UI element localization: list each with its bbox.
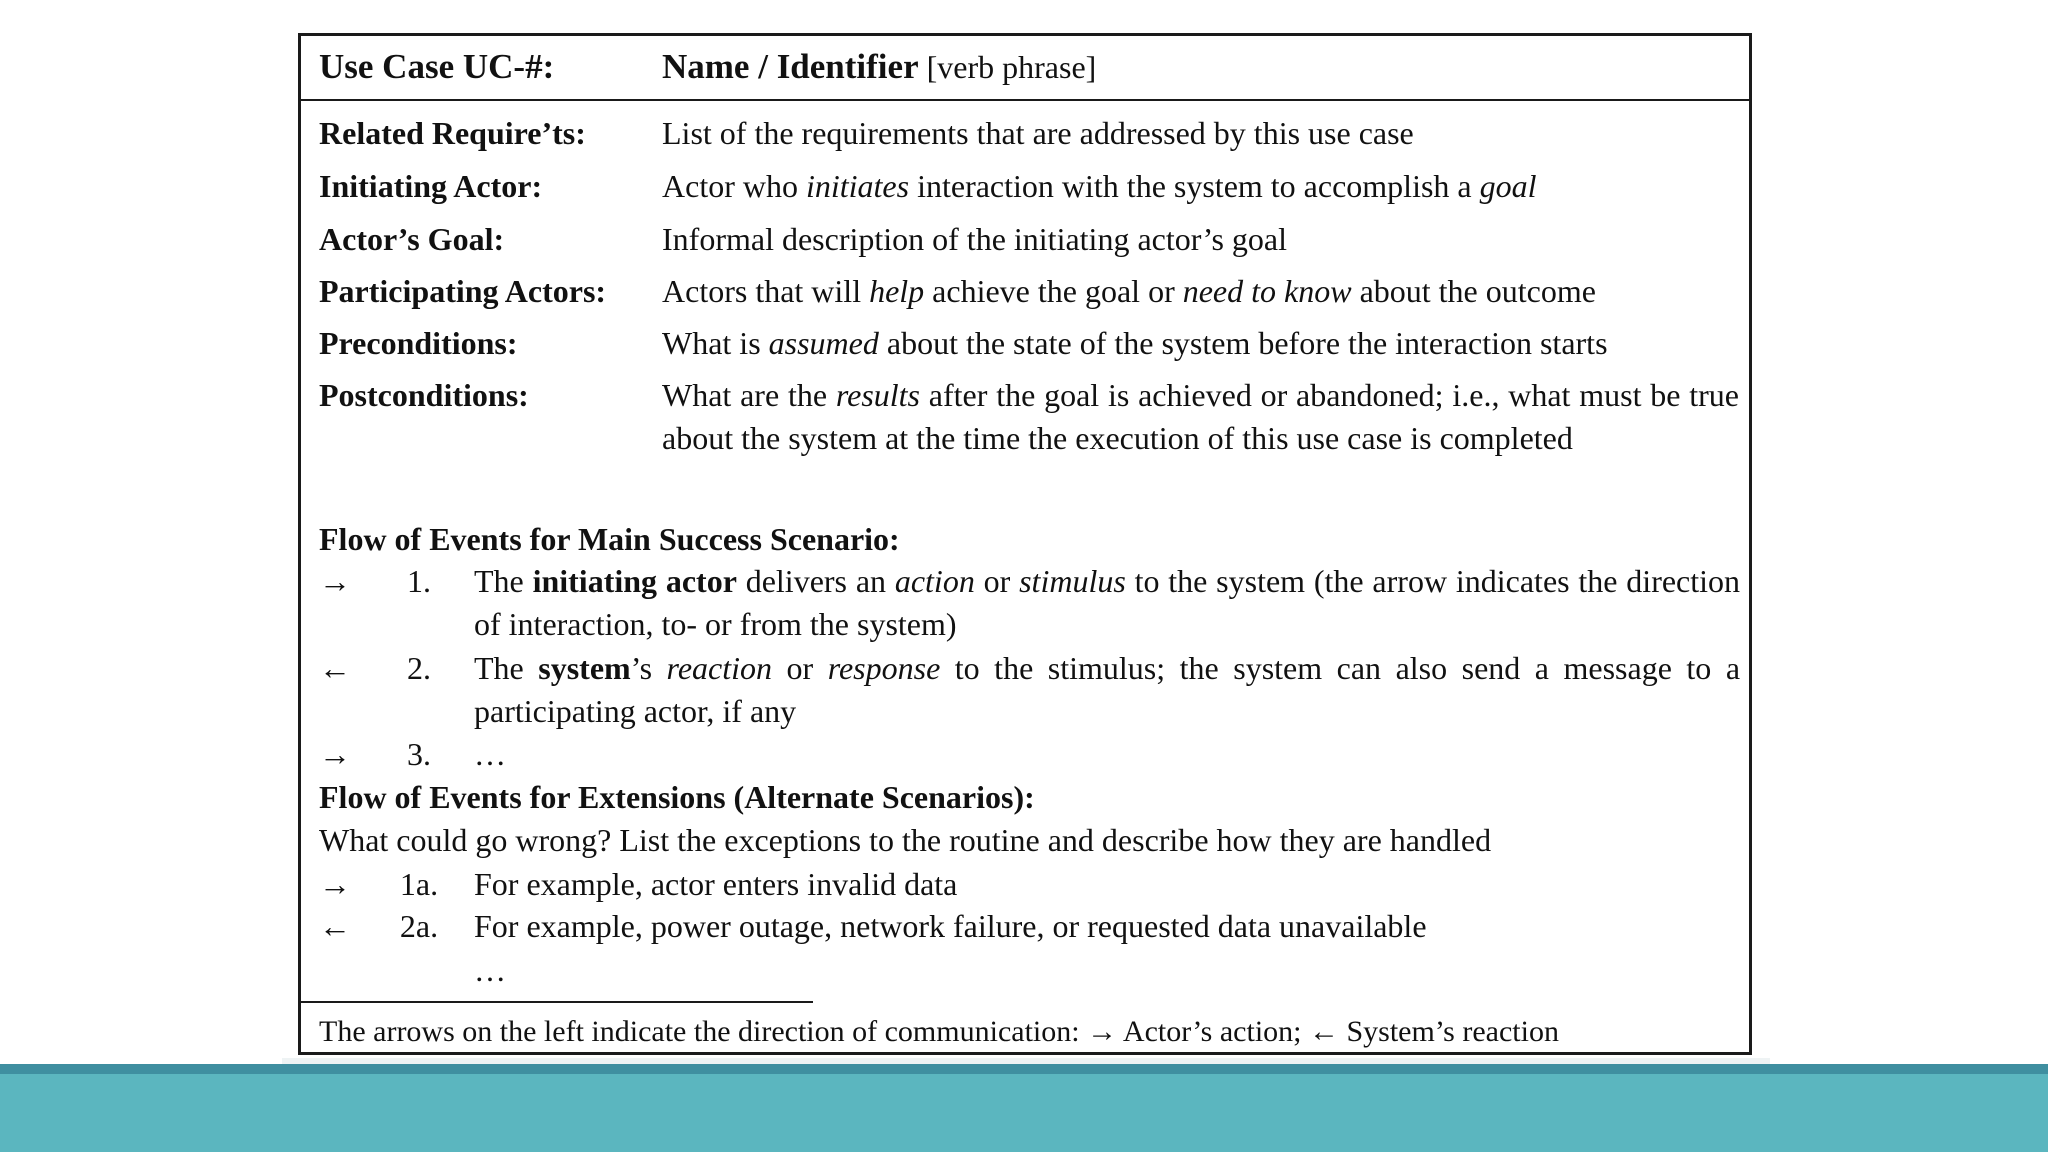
field-label: Participating Actors: — [319, 273, 607, 309]
field-label: Initiating Actor: — [319, 168, 543, 204]
step-number: 1a. — [399, 866, 439, 902]
field-value: Actors that will help achieve the goal or need to know about the outcome — [662, 273, 1596, 309]
field-label: Preconditions: — [319, 325, 518, 361]
step-number: 3. — [407, 736, 431, 772]
header-name: Name / Identifier — [662, 47, 919, 86]
footnote-rule — [301, 1001, 813, 1003]
step-text: For example, power outage, network failure, or requested data unavailable — [474, 908, 1427, 944]
main-flow-title: Flow of Events for Main Success Scenario: — [319, 521, 900, 557]
field-label: Related Require’ts: — [319, 115, 586, 151]
step-text: The system’s reaction or response to the stimulus; the system can also send a message to a participating actor, if any — [474, 650, 1741, 729]
field-value: Actor who initiates interaction with the system to accomplish a goal — [662, 168, 1537, 204]
arrow-right-icon: → — [319, 736, 351, 772]
header-label: Use Case UC-#: — [319, 47, 555, 86]
header-hint: [verb phrase] — [926, 49, 1097, 85]
field-value: Informal description of the initiating actor’s goal — [662, 221, 1288, 257]
step-number: 1. — [407, 563, 431, 599]
arrow-right-icon: → — [319, 866, 351, 902]
field-value: What is assumed about the state of the system before the interaction starts — [662, 325, 1608, 361]
header-value — [662, 45, 1096, 89]
step-number: 2a. — [399, 908, 439, 944]
step-number: 2. — [407, 650, 431, 686]
arrow-right-icon: → — [319, 563, 351, 599]
field-label: Postconditions: — [319, 377, 529, 413]
footer-band — [0, 1074, 2048, 1152]
field-label: Actor’s Goal: — [319, 221, 505, 257]
arrow-left-icon: ← — [319, 908, 351, 944]
step-text: … — [474, 736, 506, 772]
footnote: The arrows on the left indicate the direction of communication: → Actor’s action; ← System’s reaction — [319, 1015, 1559, 1048]
extensions-intro: What could go wrong? List the exceptions to the routine and describe how they are handled — [319, 822, 1492, 858]
arrow-left-icon: ← — [319, 650, 351, 686]
extensions-title: Flow of Events for Extensions (Alternate Scenarios): — [319, 779, 1035, 815]
footer-band-line — [0, 1064, 2048, 1074]
step-text: … — [474, 952, 506, 988]
step-text: For example, actor enters invalid data — [474, 866, 958, 902]
header-rule — [301, 99, 1749, 101]
use-case-template — [298, 33, 1752, 1055]
field-value: What are the results after the goal is achieved or abandoned; i.e., what must be true about the system at the time the execution of this use case is completed — [662, 377, 1740, 456]
step-text: The initiating actor delivers an action or stimulus to the system (the arrow indicates the direction of interaction, to- or from the system) — [474, 563, 1741, 642]
field-value: List of the requirements that are addressed by this use case — [662, 115, 1414, 151]
